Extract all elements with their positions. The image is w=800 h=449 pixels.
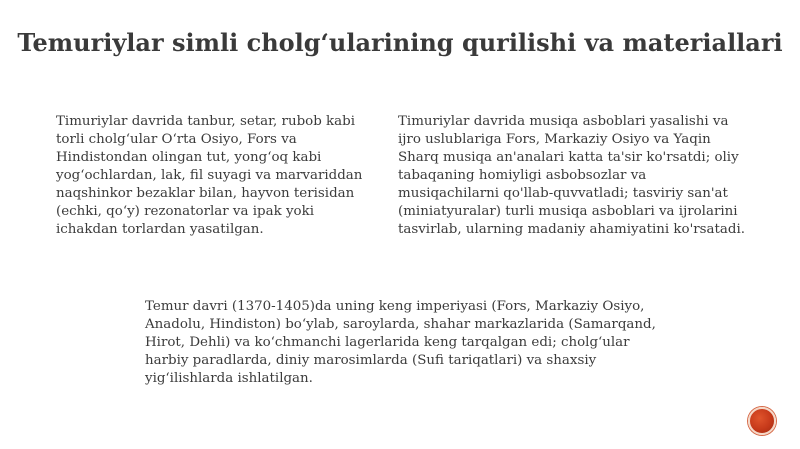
paragraph-left: Timuriylar davrida tanbur, setar, rubob kabi torli cholg‘ular O‘rta Osiyo, Fors va Hindistondan olingan tut, yong‘oq kabi yog‘ochlardan, lak, fil suyagi va marvariddan naqshinkor bezaklar bilan, hayvon terisidan (echki, qo‘y) rezonatorlar va ipak yoki ichakdan torlardan yasatilgan. — [56, 114, 363, 237]
paragraph-bottom: Temur davri (1370-1405)da uning keng imperiyasi (Fors, Markaziy Osiyo, Anadolu, Hindiston) bo‘ylab, saroylarda, shahar markazlarida (Samarqand, Hirot, Dehli) va ko‘chmanchi lagerlarida keng tarqalgan edi; cholg‘ular harbiy paradlarda, diniy marosimlarda (Sufi tariqatlari) va shaxsiy yig‘ilishlarda ishlatilgan. — [145, 299, 656, 386]
paragraph-right: Timuriylar davrida musiqa asboblari yasalishi va ijro uslublariga Fors, Markaziy Osiyo va Yaqin Sharq musiqa an'analari katta ta'sir ko'rsatdi; oliy tabaqaning homiyligi asbobsozlar va musiqachilarni qo'llab-quvvatladi; tasviriy san'at (miniatyuralar) turli musiqa asboblari va ijrolarini tasvirlab, ularning madaniy ahamiyatini ko'rsatadi. — [398, 114, 745, 237]
next-slide-circle-icon[interactable] — [748, 407, 776, 435]
slide-title: Temuriylar simli cholg‘ularining qurilishi va materiallari — [17, 28, 783, 57]
